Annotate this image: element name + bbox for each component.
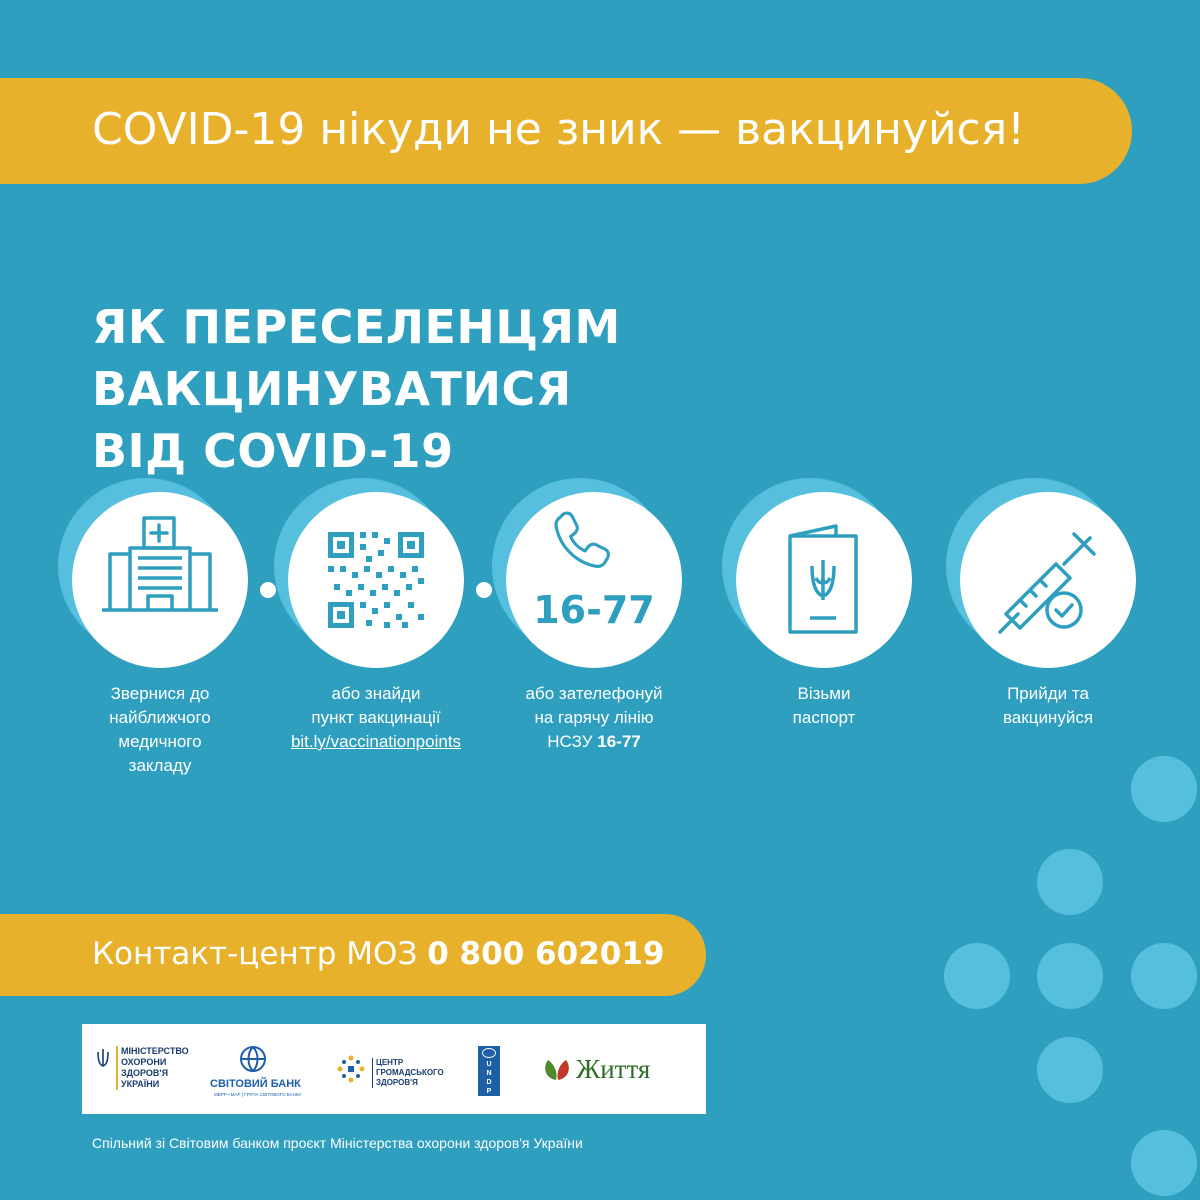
partner-logos: МІНІСТЕРСТВО ОХОРОНИ ЗДОРОВ'Я УКРАЇНИ СВІТОВИЙ БАНК МБРР • МАР | ГРУПА СВІТОВОГО БАНКУ ЦЕНТР ГРОМАДСЬКОГО ЗДОРОВ'Я U N D P Життя	[82, 1024, 706, 1114]
phc-emblem-icon	[336, 1054, 366, 1084]
hotline-number: 16-77	[533, 588, 655, 632]
contact-banner	[0, 914, 706, 996]
page-title-line-2: ВІД COVID-19	[92, 424, 454, 478]
page-title	[92, 296, 1092, 482]
qr-code-icon	[288, 492, 464, 668]
passport-icon	[736, 492, 912, 668]
decorative-dot	[1131, 943, 1197, 1009]
step-2-caption: або знайди пункт вакцинації bit.ly/vaccinationpoints	[258, 682, 494, 754]
world-bank-logo: СВІТОВИЙ БАНК	[210, 1078, 301, 1090]
trident-icon	[96, 1048, 110, 1068]
step-5-circle	[960, 492, 1136, 668]
separator-dot	[476, 582, 492, 598]
decorative-dot	[1131, 1130, 1197, 1196]
contact-label: Контакт-центр МОЗ	[92, 936, 418, 972]
step-4-circle	[736, 492, 912, 668]
step-1-circle	[72, 492, 248, 668]
step-3-caption: або зателефонуй на гарячу лінію НСЗУ 16-77	[525, 684, 663, 751]
zhyttia-logo: Життя	[576, 1054, 651, 1084]
undp-logo: U N D P	[478, 1046, 500, 1096]
phc-logo: ЦЕНТР ГРОМАДСЬКОГО ЗДОРОВ'Я	[372, 1058, 444, 1088]
decorative-dot	[944, 943, 1010, 1009]
footer-note: Спільний зі Світовим банком проєкт Міністерства охорони здоров'я України	[92, 1135, 583, 1151]
decorative-dot	[1037, 1037, 1103, 1103]
step-5-caption: Прийди та вакцинуйся	[1002, 684, 1094, 727]
top-banner	[0, 78, 1132, 184]
separator-dot	[260, 582, 276, 598]
step-4-caption: Візьми паспорт	[792, 684, 856, 727]
leaves-icon	[542, 1058, 572, 1082]
globe-icon	[238, 1044, 268, 1074]
hospital-icon	[72, 492, 248, 668]
decorative-dot	[1037, 943, 1103, 1009]
top-banner-text: COVID-19 нікуди не зник — вакцинуйся!	[92, 104, 1025, 155]
contact-phone[interactable]: 0 800 602019	[427, 936, 665, 972]
un-emblem-icon	[482, 1048, 496, 1058]
step-3-circle	[506, 492, 682, 668]
syringe-check-icon	[960, 492, 1136, 668]
step-2-circle	[288, 492, 464, 668]
vaccination-points-link[interactable]: bit.ly/vaccinationpoints	[290, 732, 462, 751]
step-1-caption: Звернися до найближчого медичного закладу	[109, 684, 211, 775]
moz-logo: МІНІСТЕРСТВО ОХОРОНИ ЗДОРОВ'Я УКРАЇНИ	[116, 1046, 189, 1090]
phone-icon	[506, 492, 682, 668]
decorative-dot	[1131, 756, 1197, 822]
decorative-dot	[1037, 849, 1103, 915]
page-title-line-1: ЯК ПЕРЕСЕЛЕНЦЯМ ВАКЦИНУВАТИСЯ	[92, 300, 621, 416]
